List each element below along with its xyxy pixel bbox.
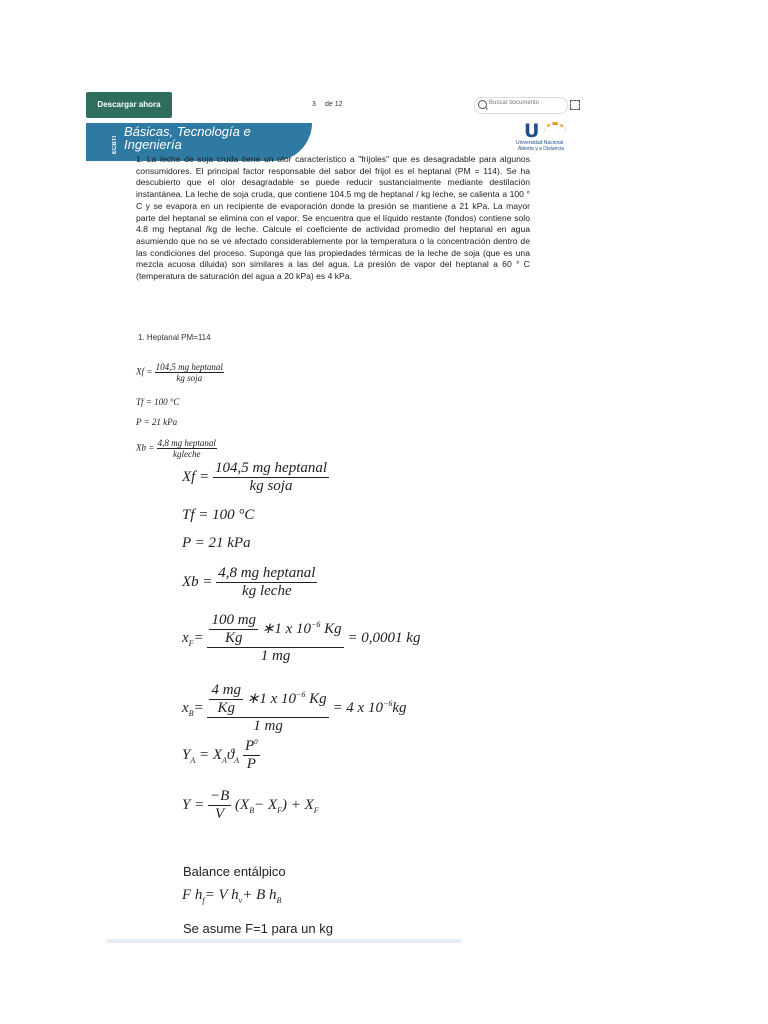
eq-xB-conversion: $x_B=$ $\frac{4 mg}{Kg}$ ∗1 x $10^{-6}$ Kg 1 mg = 4 x $10^{-6}kg$ [182, 682, 407, 734]
page-number-input[interactable]: 3 [312, 101, 316, 108]
assumption-text: Se asume F=1 para un kg [183, 921, 333, 936]
search-placeholder: Buscar documento [489, 100, 540, 106]
eq-enthalpy-balance: F $h_f= V$ $h_v+ B$ $h_B$ [182, 887, 282, 905]
search-box[interactable] [474, 97, 568, 114]
small-eq-p: P = 21 kPa [136, 417, 178, 427]
logo-name: Universidad Nacional [516, 140, 564, 146]
download-button[interactable]: Descargar ahora [86, 92, 172, 118]
eq-xb: Xb = $\frac{\text{4,8 mg heptanal}}{\text{kg leche}}$ [182, 565, 316, 599]
small-eq-xf: Xf = $\frac{\text{104,5 mg heptanal}}{\text{kg soja}}$ [136, 362, 223, 383]
search-icon [478, 100, 487, 109]
logo-subtitle: Abierta y a Distancia [518, 146, 564, 152]
logo-dots-icon [544, 122, 566, 137]
banner-title [124, 125, 251, 151]
eq-ya: $Y_A = X_Aϑ_A$ $\frac{P^0}{P}$ [182, 738, 258, 772]
subitem-heptanal: 1. Heptanal PM=114 [138, 333, 211, 342]
balance-heading: Balance entálpico [183, 864, 286, 879]
viewer-toolbar [86, 90, 593, 120]
eq-tf: Tf = 100 °C [182, 507, 255, 523]
problem-statement: 1. La leche de soja cruda tiene un olor característico a "frijoles" que es desagradable para algunos consumidores. El principal factor responsable del sabor del frijol es el heptanal (PM = 114). Se ha descubierto que el olor desagradable se puede reducir sustancialmente mediante destilación instantánea. La leche de soja cruda, que contiene 104.5 mg de heptanal / kg leche, se calienta a 100 ° C y se evapora en un recipiente de evaporación donde la presión se mantiene a 21 kPa. La mayor parte del heptanal se elimina con el vapor. Se encuentra que el líquido restante (fondos) contiene solo 4.8 mg heptanal /kg de leche. Calcule el coeficiente de actividad promedio del heptanal en agua asumiendo que no se ve afectado considerablemente por la temperatura o la concentración dentro de las condiciones del proceso. Suponga que las propiedades térmicas de la leche de soja (que es una mezcla acuosa diluida) son similares a las del agua. La presión de vapor del heptanal a 60 ° C (temperatura de saturación del agua a 20 kPa) es 4 kPa. [136, 154, 530, 282]
small-eq-xb: Xb = $\frac{\text{4,8 mg heptanal}}{\text{kgleche}}$ [136, 438, 216, 459]
eq-y-balance: Y = $\frac{-B}{V}$ $(X_B- X_F) + X_F$ [182, 788, 319, 822]
banner-title-line1: Básicas, Tecnología e [124, 124, 251, 139]
divider-bar [107, 939, 461, 943]
page-count: de 12 [325, 101, 343, 108]
ecbti-label: ECBTI [112, 136, 118, 154]
fullscreen-icon[interactable] [570, 100, 580, 110]
document-viewer-snapshot [86, 90, 593, 465]
eq-xf: Xf = $\frac{\text{104,5 mg heptanal}}{\text{kg soja}}$ [182, 460, 328, 494]
university-logo: U [524, 120, 540, 142]
eq-p: P = 21 kPa [182, 535, 251, 551]
banner-title-line2: Ingeniería [124, 137, 182, 152]
small-eq-tf: Tf = 100 °C [136, 397, 180, 407]
eq-xF-conversion: $x_F=$ $\frac{100 mg}{Kg}$ ∗1 x $10^{-6}$ Kg 1 mg = 0,0001 kg [182, 612, 421, 664]
